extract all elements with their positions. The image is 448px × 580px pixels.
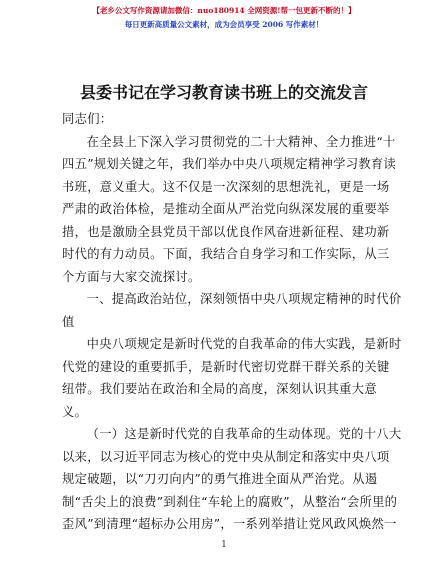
paragraph-subsection-1: （一）这是新时代党的自我革命的生动体现。党的十八大以来，以习近平同志为核心的党中央从制定和落实中央八项规定破题，以“刀刃向内”的勇气推进全面从严治党。从遏制“舌尖上的浪费”到刹住“车轮上的腐败”，从整治“会所里的歪风”到清理“超标办公用房”，一系列举措让党风政风焕然一 xyxy=(62,427,402,531)
document-body xyxy=(62,108,402,536)
document-title: 县委书记在学习教育读书班上的交流发言 xyxy=(79,83,368,102)
paragraph-section-1: 中央八项规定是新时代党的自我革命的伟大实践，是新时代党的建设的重要抓手，是新时代密切党群干群关系的关键纽带。我们要站在政治和全局的高度，深刻认识其重大意义。 xyxy=(62,337,402,419)
greeting: 同志们： xyxy=(62,112,113,126)
banner-line-2: 每日更新高质量公文素材，成为会员享受 2006 写作素材！ xyxy=(124,20,324,29)
header-banner xyxy=(0,4,448,32)
banner-line-1: 【老乡公文写作资源请加微信：nuo180914 全网资源!帮一包更新不断的！】 xyxy=(92,6,356,15)
page-number: 1 xyxy=(221,540,227,550)
section-heading-1: 一、提高政治站位，深刻领悟中央八项规定精神的时代价值 xyxy=(62,292,402,329)
paragraph-intro: 在全县上下深入学习贯彻党的二十大精神、全力推进“十四五”规划关键之年，我们举办中央八项规定精神学习教育读书班，意义重大。这不仅是一次深刻的思想洗礼，更是一场严肃的政治体检，是推动全面从严治党向纵深发展的重要举措，也是激励全县党员干部以优良作风奋进新征程、建功新时代的有力动员。下面，我结合自身学习和工作实际，从三个方面与大家交流探讨。 xyxy=(62,134,397,284)
